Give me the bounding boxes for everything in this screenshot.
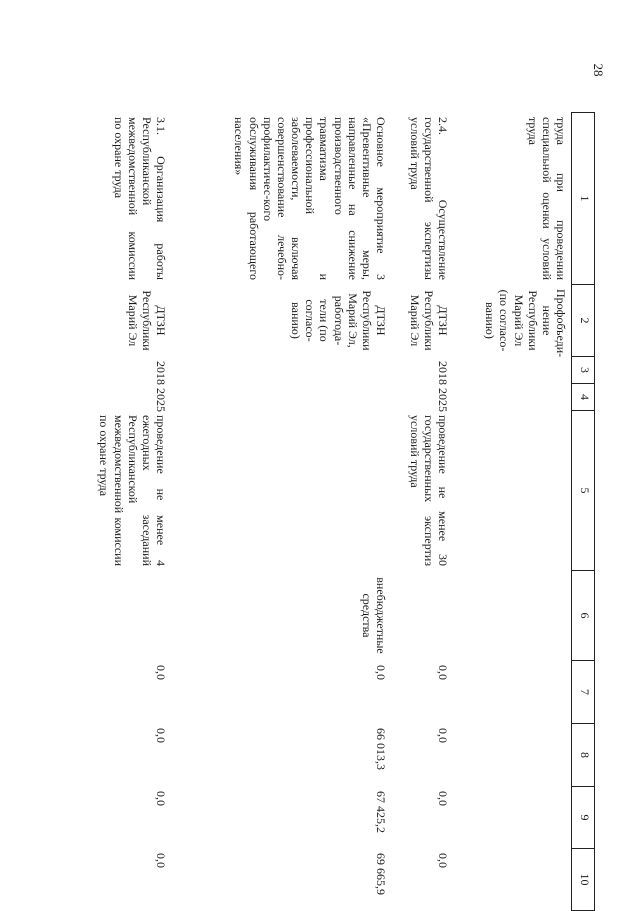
activity-cell: 2.4. Осуществление государственной экспертизы условий труда <box>407 117 450 280</box>
column-header: 2 <box>572 285 595 357</box>
value-cell: 69 665,9 <box>374 853 388 895</box>
result-cell: проведение не менее 30 государственных экспертиз условий труда <box>407 415 450 566</box>
activity-cell: Основное мероприятие 3 «Превентивные меры, направленные на снижение производственного травматизма и профессиональной заболеваемости, включая совершенствование лечебно-профилактичес-кого обслуживания работающего населения» <box>232 117 388 280</box>
result-cell: проведение не менее 4 ежегодных заседаний Республиканской межведомственной комиссии по охране труда <box>97 415 168 566</box>
column-header: 1 <box>572 113 595 285</box>
funding-source-cell <box>453 571 572 661</box>
value-cell: 0,0 <box>436 853 450 868</box>
table-header-row <box>572 113 595 911</box>
funding-source-cell: внебюджетные средства <box>359 577 388 654</box>
column-header: 6 <box>572 571 595 661</box>
value-cell: 0,0 <box>154 791 168 806</box>
column-header: 5 <box>572 411 595 571</box>
value-cell <box>453 849 572 911</box>
end-year-cell: 2025 <box>154 388 168 412</box>
value-cell <box>453 661 572 724</box>
result-cell <box>453 411 572 571</box>
activity-cell: 3.1. Организация работы Республиканской межведомственной комиссии по охране труда <box>111 117 168 280</box>
result-cell <box>171 411 391 571</box>
start-year-cell <box>453 357 572 384</box>
page-number: 28 <box>591 63 606 77</box>
column-header: 10 <box>572 849 595 911</box>
rotated-table-container <box>90 112 595 910</box>
executor-cell: ДТЗН Республики Марий Эл <box>407 290 450 351</box>
value-cell: 0,0 <box>374 665 388 680</box>
executor-cell: ДТЗН Республики Марий Эл, работода-тели (по согласо-ванию) <box>289 290 388 351</box>
value-cell: 0,0 <box>154 728 168 743</box>
value-cell <box>453 787 572 849</box>
value-cell: 0,0 <box>436 728 450 743</box>
column-header: 7 <box>572 661 595 724</box>
start-year-cell: 2018 <box>154 361 168 385</box>
column-header: 8 <box>572 724 595 787</box>
executor-cell: ДТЗН Республики Марий Эл <box>125 290 168 351</box>
table-row <box>453 113 572 911</box>
executor-cell: Профобъеди-нение Республики Марий Эл (по согласо-ванию) <box>483 289 568 358</box>
column-header: 9 <box>572 787 595 849</box>
table-row <box>171 113 391 911</box>
program-activities-table <box>79 112 595 911</box>
value-cell: 0,0 <box>154 665 168 680</box>
funding-source-cell <box>79 571 171 661</box>
table-row <box>79 113 171 911</box>
value-cell: 0,0 <box>154 853 168 868</box>
value-cell <box>453 724 572 787</box>
end-year-cell: 2025 <box>436 388 450 412</box>
value-cell: 0,0 <box>436 791 450 806</box>
start-year-cell: 2018 <box>436 361 450 385</box>
funding-source-cell <box>391 571 453 661</box>
value-cell: 67 425,2 <box>374 791 388 833</box>
column-header: 3 <box>572 357 595 384</box>
end-year-cell <box>171 384 391 411</box>
end-year-cell <box>453 384 572 411</box>
table-row <box>391 113 453 911</box>
value-cell: 66 013,3 <box>374 728 388 770</box>
column-header: 4 <box>572 384 595 411</box>
value-cell: 0,0 <box>436 665 450 680</box>
start-year-cell <box>171 357 391 384</box>
activity-cell: труда при проведении специальной оценки условий труда <box>525 117 568 280</box>
